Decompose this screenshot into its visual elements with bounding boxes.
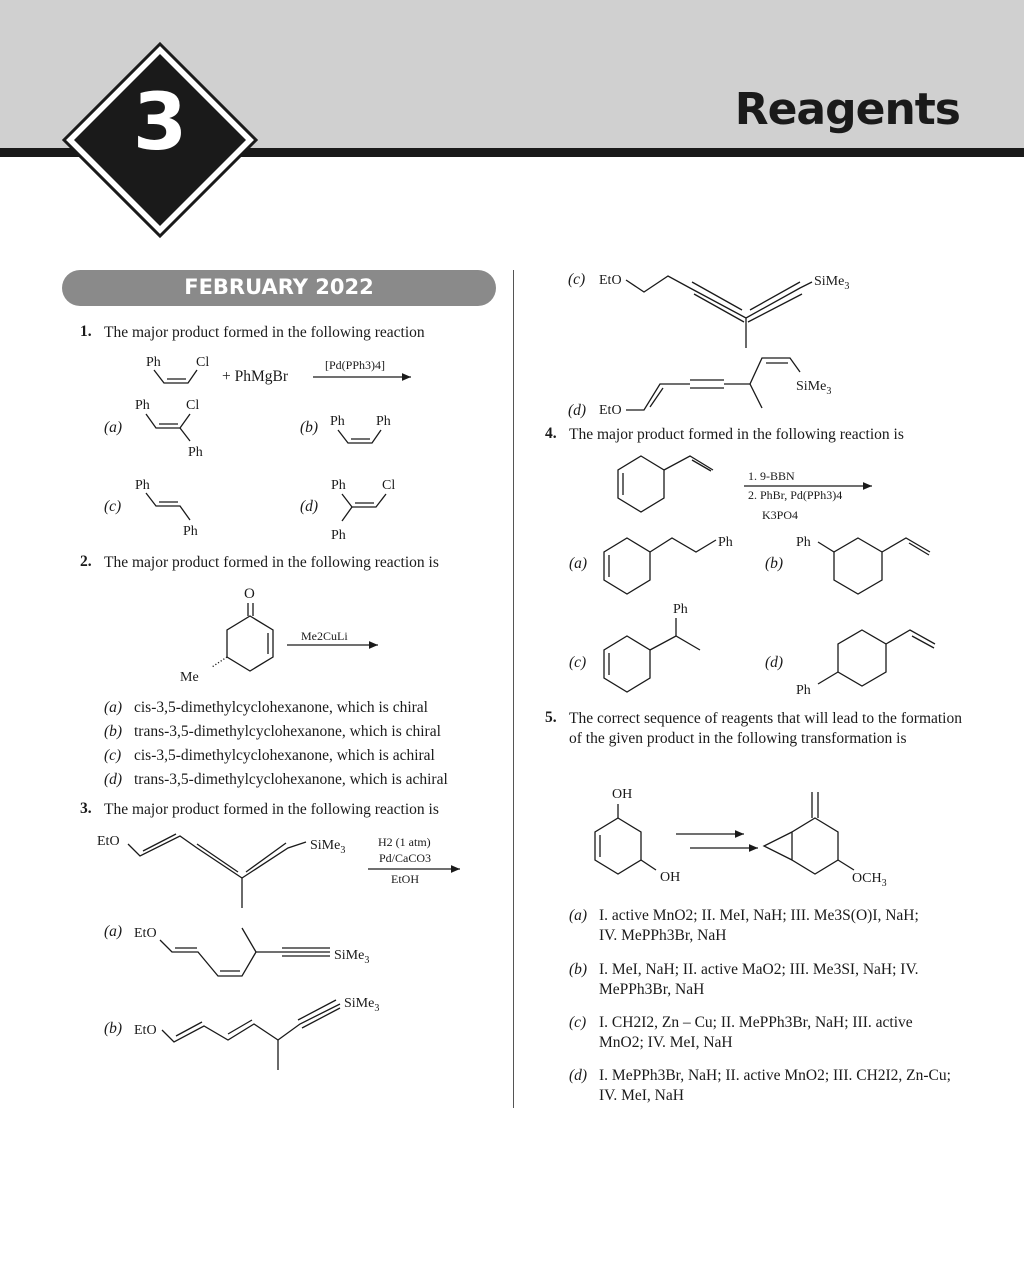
q4-option-c-label: (c) (569, 654, 587, 671)
svg-text:SiMe3: SiMe$_3$ (334, 948, 370, 966)
svg-text:OH: OH (612, 787, 633, 802)
svg-text:EtO: EtO (97, 834, 120, 849)
q5-option-d-line1: I. MePPh3Br, NaH; II. active MnO2; III. CH2I2, Zn-Cu; (599, 1067, 951, 1084)
svg-text:SiMe3: SiMe$_3$ (310, 838, 346, 856)
chapter-number: 3 (132, 78, 188, 168)
q5-option-c-line1: I. CH2I2, Zn – Cu; II. MePPh3Br, NaH; III. active (599, 1014, 913, 1031)
q3-reagent-2: Pd/CaCO3 (379, 851, 432, 865)
q2-number: 2. (80, 553, 92, 570)
svg-text:SiMe3: SiMe$_3$ (796, 379, 832, 397)
svg-text:Cl: Cl (186, 398, 200, 413)
q3-option-d-structure (599, 358, 831, 418)
q2-option-b-label: (b) (104, 723, 123, 740)
svg-text:Ph: Ph (796, 535, 811, 550)
q3-reactant-structure (97, 834, 345, 908)
q1-option-a-structure (135, 398, 203, 460)
q4-number: 4. (545, 425, 557, 442)
q2-option-a-text: cis-3,5-dimethylcyclohexanone, which is chiral (134, 699, 428, 716)
q2-option-d-text: trans-3,5-dimethylcyclohexanone, which is achiral (134, 771, 448, 788)
q4-reactant-structure (618, 452, 713, 512)
q3-reagent-3: EtOH (391, 872, 419, 886)
q4-option-a-label: (a) (569, 555, 588, 572)
svg-text:Ph: Ph (188, 445, 203, 460)
q5-product-structure (764, 792, 887, 889)
svg-text:Ph: Ph (796, 683, 811, 698)
svg-text:Cl: Cl (196, 355, 210, 370)
svg-text:Ph: Ph (330, 414, 345, 429)
q2-option-c-label: (c) (104, 747, 122, 764)
q5-option-d-label: (d) (569, 1067, 588, 1084)
section-label: FEBRUARY 2022 (184, 275, 374, 299)
svg-text:Ph: Ph (331, 478, 346, 493)
q3-reagent-1: H2 (1 atm) (378, 835, 431, 849)
svg-text:EtO: EtO (599, 273, 622, 288)
svg-text:Ph: Ph (331, 528, 346, 543)
q4-option-b-label: (b) (765, 555, 784, 572)
q5-text: The correct sequence of reagents that will lead to the formation of the given product in the following transformation is (569, 710, 962, 747)
svg-text:Ph: Ph (183, 524, 198, 539)
q1-reagent: [Pd(PPh3)4] (325, 358, 386, 372)
q3-option-b-structure (134, 996, 379, 1070)
q5-option-c-line2: MnO2; IV. MeI, NaH (599, 1034, 733, 1051)
q1-option-a-label: (a) (104, 419, 123, 436)
q4-reagent-3: K3PO4 (762, 508, 799, 522)
q5-option-d-line2: IV. MeI, NaH (599, 1087, 684, 1104)
svg-text:OH: OH (660, 870, 681, 885)
q4-option-d-label: (d) (765, 654, 784, 671)
q5-option-a-label: (a) (569, 907, 588, 924)
q1-option-b-label: (b) (300, 419, 319, 436)
q2-reagent: Me2CuLi (301, 629, 348, 643)
svg-text:SiMe3: SiMe$_3$ (814, 274, 850, 292)
q1-reactant-structure (146, 355, 209, 383)
q2-option-a-label: (a) (104, 699, 123, 716)
q3-text: The major product formed in the following reaction is (104, 801, 439, 818)
svg-text:OCH3: $OCH_3$ (852, 871, 887, 889)
q5-number: 5. (545, 709, 557, 726)
q3-option-d-label: (d) (568, 402, 587, 419)
svg-text:Me: Me (180, 670, 199, 685)
q5-reactant-structure (595, 787, 680, 885)
q5-option-c-label: (c) (569, 1014, 587, 1031)
svg-text:EtO: EtO (599, 403, 622, 418)
q4-option-c-structure (604, 602, 700, 692)
q4-option-b-structure (796, 535, 930, 594)
q1-option-c-label: (c) (104, 498, 122, 515)
svg-text:Ph: Ph (135, 398, 150, 413)
q5-option-a-line1: I. active MnO2; II. MeI, NaH; III. Me3S(O)I, NaH; (599, 907, 919, 924)
chapter-title: Reagents (734, 84, 960, 135)
q5-option-b-line1: I. MeI, NaH; II. active MaO2; III. Me3SI, NaH; IV. (599, 961, 919, 978)
q3-option-c-label: (c) (568, 271, 586, 288)
q3-number: 3. (80, 800, 92, 817)
q2-option-b-text: trans-3,5-dimethylcyclohexanone, which is chiral (134, 723, 441, 740)
q5-option-a-line2: IV. MePPh3Br, NaH (599, 927, 727, 944)
q3-option-c-structure (599, 273, 849, 348)
q5-option-b-line2: MePPh3Br, NaH (599, 981, 705, 998)
svg-text:EtO: EtO (134, 926, 157, 941)
q4-option-a-structure (604, 535, 733, 594)
q4-reagent-1: 1. 9-BBN (748, 469, 795, 483)
q1-plus-phmgbr: + PhMgBr (222, 368, 289, 385)
q5-option-b-label: (b) (569, 961, 588, 978)
svg-text:O: O (244, 586, 255, 602)
q3-option-a-label: (a) (104, 923, 123, 940)
q1-text: The major product formed in the following reaction (104, 324, 425, 341)
q1-option-d-label: (d) (300, 498, 319, 515)
q1-number: 1. (80, 323, 92, 340)
svg-text:EtO: EtO (134, 1023, 157, 1038)
q2-option-c-text: cis-3,5-dimethylcyclohexanone, which is achiral (134, 747, 435, 764)
svg-text:Ph: Ph (718, 535, 733, 550)
q2-option-d-label: (d) (104, 771, 123, 788)
q2-text: The major product formed in the following reaction is (104, 554, 439, 571)
svg-text:Ph: Ph (376, 414, 391, 429)
svg-text:Ph: Ph (135, 478, 150, 493)
q4-text: The major product formed in the following reaction is (569, 426, 904, 443)
q1-option-c-structure (135, 478, 198, 539)
q4-reagent-2: 2. PhBr, Pd(PPh3)4 (748, 488, 843, 502)
q3-option-b-label: (b) (104, 1020, 123, 1037)
q1-option-d-structure (331, 478, 395, 543)
q2-reactant-structure (180, 586, 273, 685)
q4-option-d-structure (796, 630, 935, 698)
svg-text:Ph: Ph (673, 602, 688, 617)
q3-option-a-structure (134, 926, 369, 976)
q1-option-b-structure (330, 414, 391, 443)
svg-text:Ph: Ph (146, 355, 161, 370)
svg-text:SiMe3: SiMe$_3$ (344, 996, 380, 1014)
svg-text:Cl: Cl (382, 478, 396, 493)
